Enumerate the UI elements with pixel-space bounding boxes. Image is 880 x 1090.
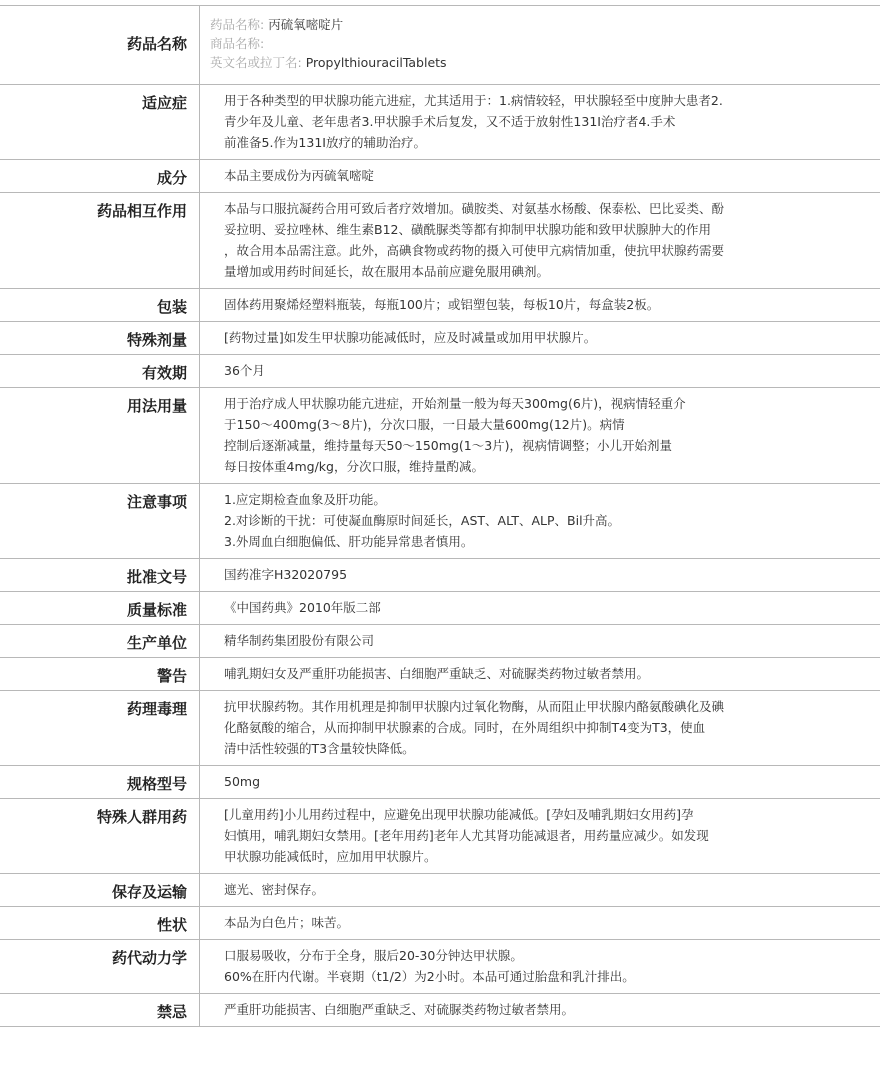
row-value-line: 本品与口服抗凝药合用可致后者疗效增加。磺胺类、对氨基水杨酸、保泰松、巴比妥类、酚 <box>224 201 725 216</box>
row-value <box>200 940 880 993</box>
drug-info-table <box>0 5 880 1027</box>
row-label: 药品名称 <box>0 6 200 84</box>
english-name-line <box>210 53 810 72</box>
row-value-line: 2.对诊断的干扰：可使凝血酶原时间延长，AST、ALT、ALP、Bil升高。 <box>224 513 621 528</box>
row-value <box>200 193 880 288</box>
row-value <box>200 625 880 657</box>
row-value-line: 用于治疗成人甲状腺功能亢进症，开始剂量一般为每天300mg(6片)，视病情轻重介 <box>224 396 686 411</box>
english-name-key: 英文名或拉丁名: <box>210 55 302 70</box>
row-label: 性状 <box>0 907 200 939</box>
info-row <box>0 658 880 691</box>
row-value-line: 抗甲状腺药物。其作用机理是抑制甲状腺内过氧化物酶，从而阻止甲状腺内酪氨酸碘化及碘 <box>224 699 725 714</box>
generic-name-value: 丙硫氧嘧啶片 <box>268 17 344 32</box>
row-value-line: 本品主要成份为丙硫氧嘧啶 <box>224 168 375 183</box>
row-value-line: 用于各种类型的甲状腺功能亢进症，尤其适用于：1.病情较轻，甲状腺轻至中度肿大患者2. <box>224 93 723 108</box>
row-value-line: 哺乳期妇女及严重肝功能损害、白细胞严重缺乏、对硫脲类药物过敏者禁用。 <box>224 666 650 681</box>
row-value <box>200 766 880 798</box>
row-label: 特殊剂量 <box>0 322 200 354</box>
info-row <box>0 799 880 874</box>
row-value-line: 《中国药典》2010年版二部 <box>224 600 381 615</box>
row-label: 特殊人群用药 <box>0 799 200 873</box>
row-value-line: 1.应定期检查血象及肝功能。 <box>224 492 386 507</box>
row-value <box>200 322 880 354</box>
row-label: 成分 <box>0 160 200 192</box>
row-value <box>200 799 880 873</box>
row-value <box>200 559 880 591</box>
row-label: 保存及运输 <box>0 874 200 906</box>
row-value-line: 固体药用聚烯烃塑料瓶装，每瓶100片；或铝塑包装，每板10片，每盒装2板。 <box>224 297 660 312</box>
row-value-line: 国药准字H32020795 <box>224 567 348 582</box>
row-value <box>200 994 880 1026</box>
row-value-line: 50mg <box>224 774 261 789</box>
trade-name-key: 商品名称: <box>210 36 265 51</box>
row-value <box>200 160 880 192</box>
generic-name-line <box>210 15 810 34</box>
row-label: 禁忌 <box>0 994 200 1026</box>
english-name-value: PropylthiouracilTablets <box>305 55 447 70</box>
info-row <box>0 766 880 799</box>
row-value-line: 妥拉明、妥拉唑林、维生素B12、磺酰脲类等都有抑制甲状腺功能和致甲状腺肿大的作用 <box>224 222 711 237</box>
row-value-line: [儿童用药]小儿用药过程中，应避免出现甲状腺功能减低。[孕妇及哺乳期妇女用药]孕 <box>224 807 694 822</box>
info-row <box>0 994 880 1027</box>
info-row <box>0 289 880 322</box>
row-value <box>200 355 880 387</box>
row-value <box>200 907 880 939</box>
row-value-line: 甲状腺功能减低时，应加用甲状腺片。 <box>224 849 437 864</box>
row-label: 有效期 <box>0 355 200 387</box>
row-value <box>200 484 880 558</box>
row-value <box>200 874 880 906</box>
row-label: 规格型号 <box>0 766 200 798</box>
info-row <box>0 625 880 658</box>
name-cell <box>200 6 880 84</box>
row-label: 质量标准 <box>0 592 200 624</box>
row-value-line: 于150～400mg(3～8片)，分次口服，一日最大量600mg(12片)。病情 <box>224 417 625 432</box>
rows-container <box>0 85 880 1027</box>
row-value-line: 精华制药集团股份有限公司 <box>224 633 375 648</box>
info-row <box>0 388 880 484</box>
row-value-line: 36个月 <box>224 363 265 378</box>
row-value-line: 本品为白色片；味苦。 <box>224 915 350 930</box>
row-label: 批准文号 <box>0 559 200 591</box>
row-value-line: 3.外周血白细胞偏低、肝功能异常患者慎用。 <box>224 534 474 549</box>
info-row <box>0 940 880 994</box>
info-row <box>0 484 880 559</box>
row-value-line: 妇慎用，哺乳期妇女禁用。[老年用药]老年人尤其肾功能减退者，用药量应减少。如发现 <box>224 828 709 843</box>
row-label: 药代动力学 <box>0 940 200 993</box>
row-label: 用法用量 <box>0 388 200 483</box>
info-row <box>0 355 880 388</box>
row-value <box>200 85 880 159</box>
row-value-line: 每日按体重4mg/kg，分次口服，维持量酌减。 <box>224 459 484 474</box>
info-row <box>0 691 880 766</box>
row-label: 包装 <box>0 289 200 321</box>
row-label: 注意事项 <box>0 484 200 558</box>
info-row <box>0 592 880 625</box>
trade-name-line <box>210 34 810 53</box>
row-value-line: ，故合用本品需注意。此外，高碘食物或药物的摄入可使甲亢病情加重，使抗甲状腺药需要 <box>224 243 725 258</box>
row-label: 适应症 <box>0 85 200 159</box>
row-value-line: 量增加或用药时间延长，故在服用本品前应避免服用碘剂。 <box>224 264 550 279</box>
row-drug-name <box>0 6 880 85</box>
row-value-line: 清中活性较强的T3含量较快降低。 <box>224 741 415 756</box>
row-value-line: 青少年及儿童、老年患者3.甲状腺手术后复发，又不适于放射性131I治疗者4.手术 <box>224 114 676 129</box>
row-value-line: 口服易吸收，分布于全身，服后20-30分钟达甲状腺。 <box>224 948 523 963</box>
row-value-line: 控制后逐渐减量，维持量每天50～150mg(1～3片)，视病情调整；小儿开始剂量 <box>224 438 673 453</box>
row-value <box>200 658 880 690</box>
row-value <box>200 388 880 483</box>
info-row <box>0 193 880 289</box>
row-label: 药理毒理 <box>0 691 200 765</box>
row-value <box>200 289 880 321</box>
row-value-line: 前准备5.作为131I放疗的辅助治疗。 <box>224 135 426 150</box>
info-row <box>0 322 880 355</box>
info-row <box>0 907 880 940</box>
row-value-line: 严重肝功能损害、白细胞严重缺乏、对硫脲类药物过敏者禁用。 <box>224 1002 575 1017</box>
row-value <box>200 691 880 765</box>
row-value-line: 遮光、密封保存。 <box>224 882 325 897</box>
row-value-line: 60%在肝内代谢。半衰期（t1/2）为2小时。本品可通过胎盘和乳汁排出。 <box>224 969 635 984</box>
info-row <box>0 160 880 193</box>
info-row <box>0 85 880 160</box>
info-row <box>0 559 880 592</box>
row-value <box>200 592 880 624</box>
row-value-line: [药物过量]如发生甲状腺功能减低时，应及时减量或加用甲状腺片。 <box>224 330 597 345</box>
generic-name-key: 药品名称: <box>210 17 265 32</box>
row-label: 生产单位 <box>0 625 200 657</box>
row-value-line: 化酪氨酸的缩合，从而抑制甲状腺素的合成。同时，在外周组织中抑制T4变为T3，使血 <box>224 720 706 735</box>
row-label: 警告 <box>0 658 200 690</box>
row-label: 药品相互作用 <box>0 193 200 288</box>
info-row <box>0 874 880 907</box>
